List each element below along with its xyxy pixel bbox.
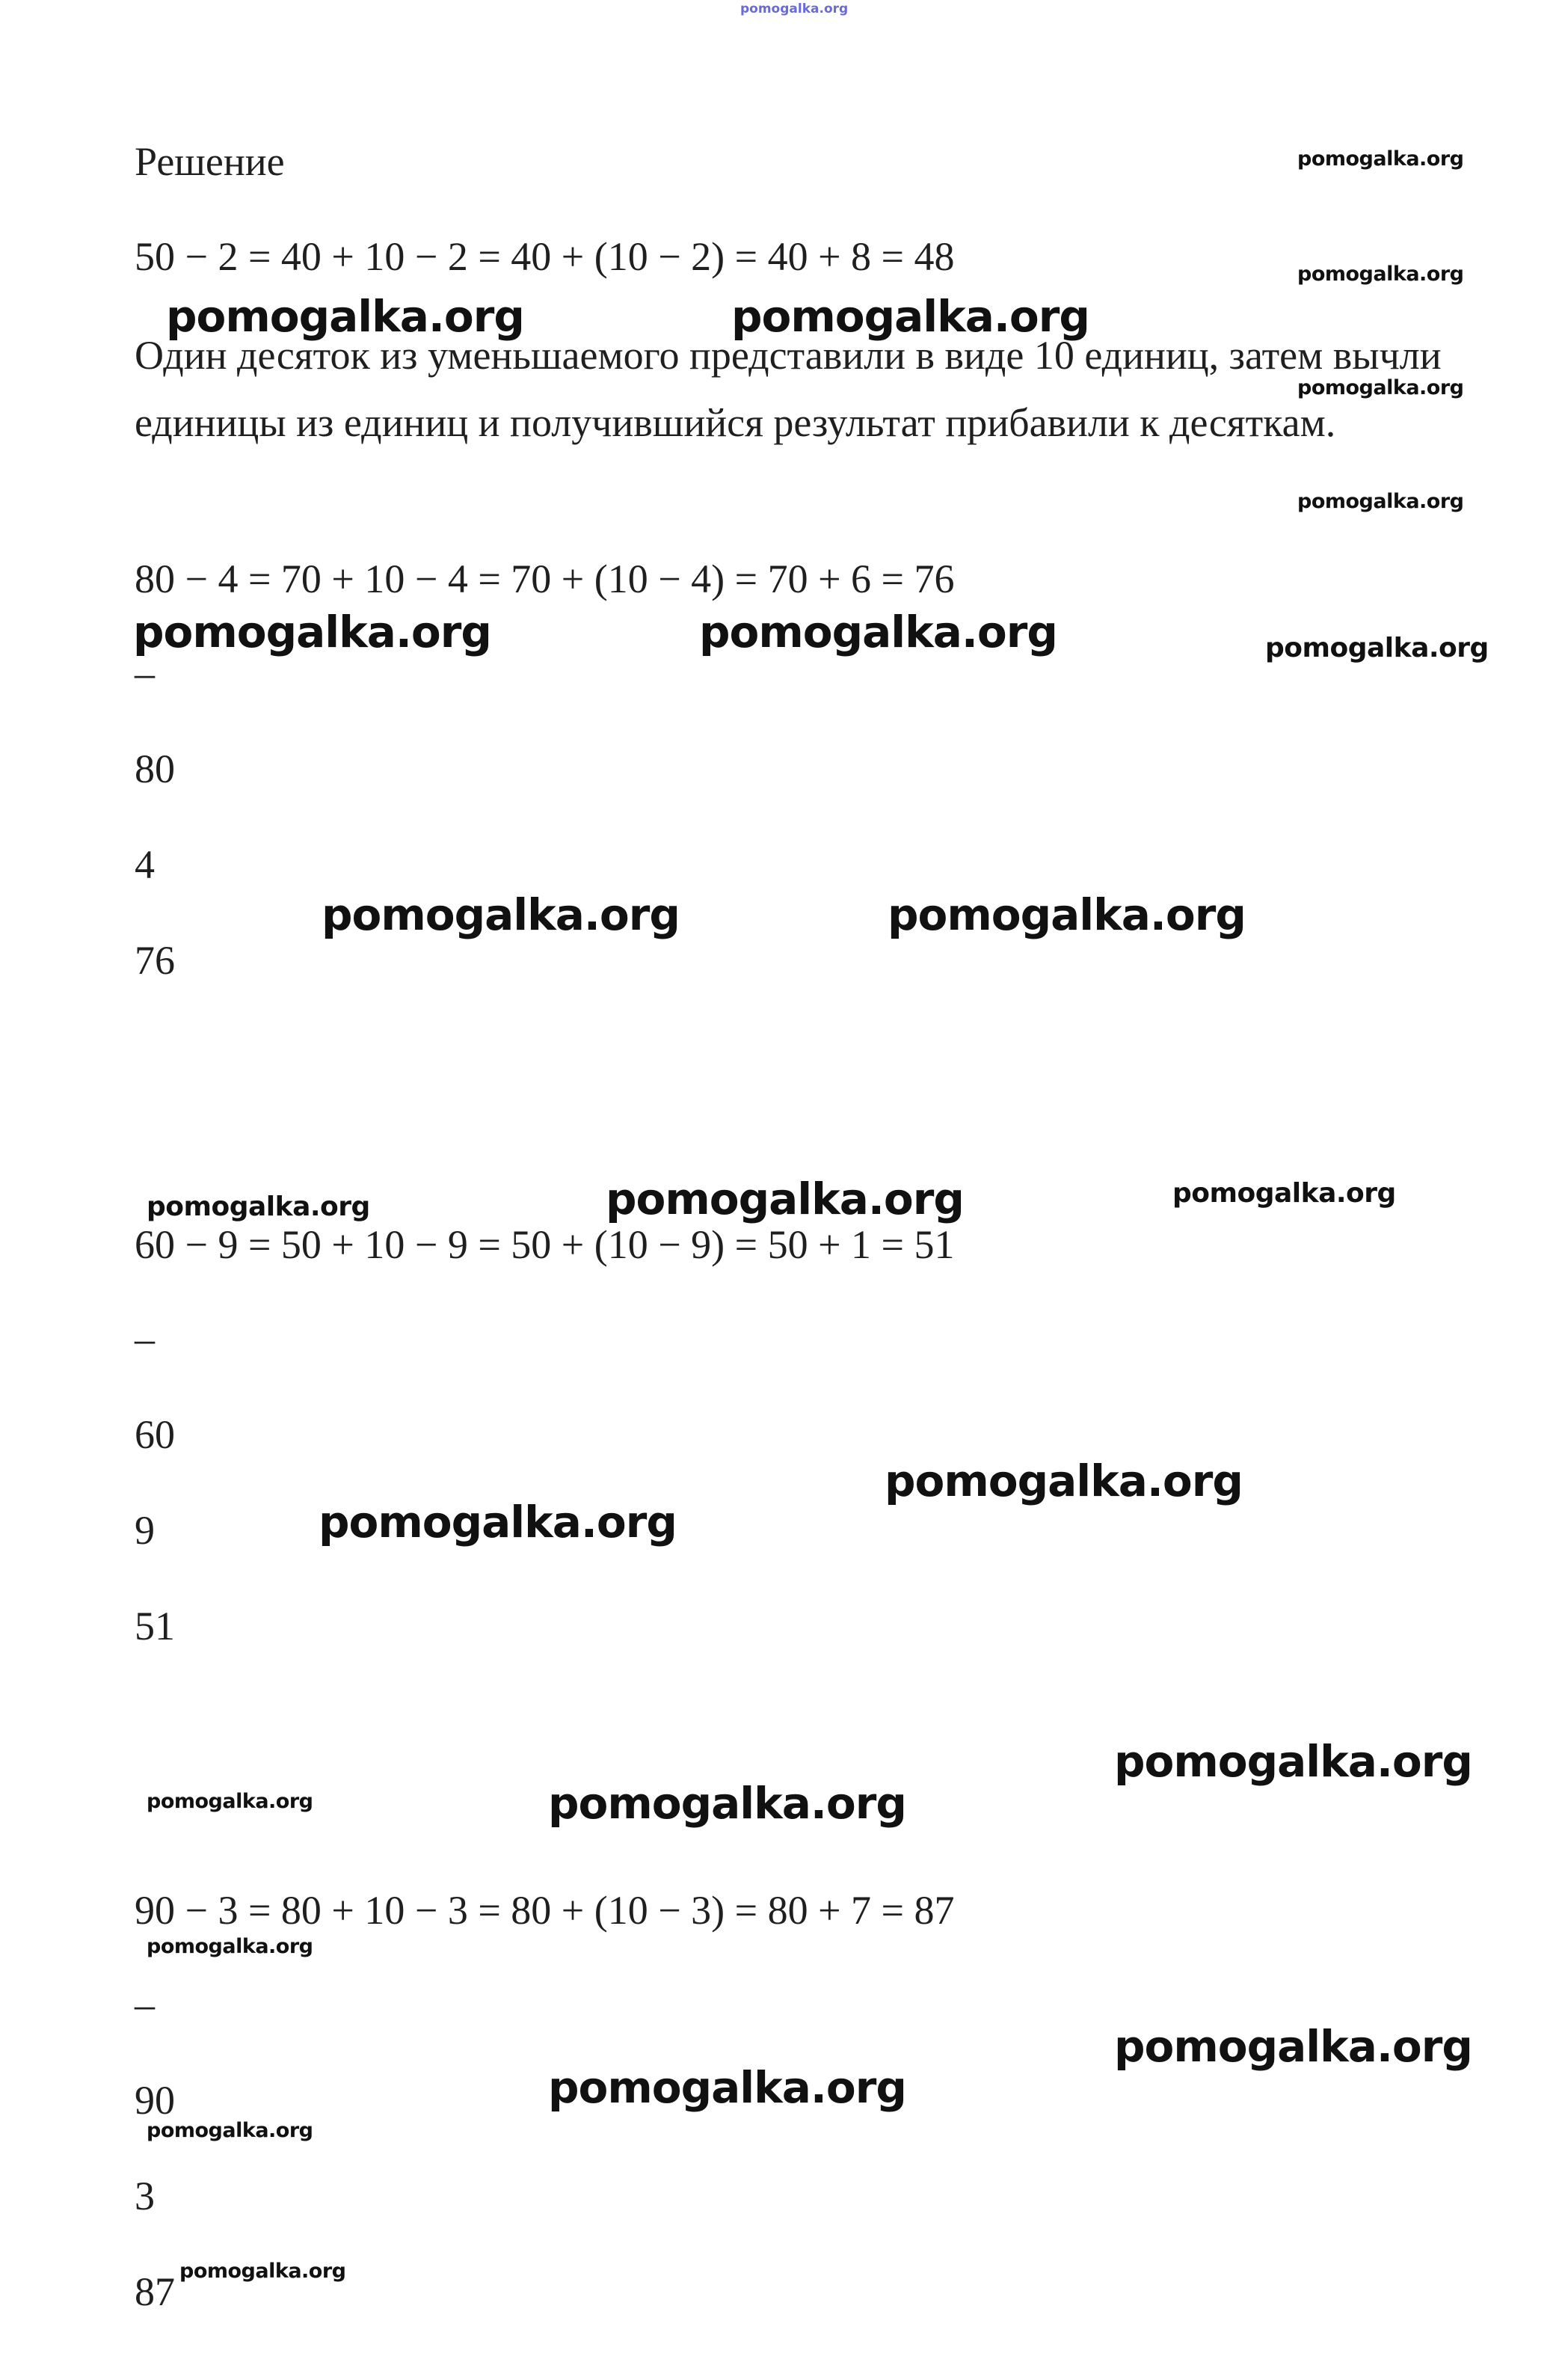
watermark: pomogalka.org bbox=[1297, 490, 1464, 513]
watermark: pomogalka.org bbox=[1172, 1178, 1396, 1209]
example2-column-subtrahend: 4 bbox=[135, 842, 155, 887]
watermark: pomogalka.org bbox=[319, 1497, 677, 1548]
watermark: pomogalka.org bbox=[1297, 147, 1464, 171]
example3-column-subtrahend: 9 bbox=[135, 1508, 155, 1553]
watermark: pomogalka.org bbox=[166, 291, 524, 342]
watermark: pomogalka.org bbox=[1114, 1736, 1472, 1787]
example4-column-subtrahend: 3 bbox=[135, 2174, 155, 2218]
watermark: pomogalka.org bbox=[322, 889, 680, 940]
watermark: pomogalka.org bbox=[1265, 633, 1489, 663]
example3-column-sign: – bbox=[135, 1316, 155, 1361]
example3-column-result: 51 bbox=[135, 1604, 175, 1648]
example3-column-minuend: 60 bbox=[135, 1412, 175, 1457]
example2-column-sign: – bbox=[135, 651, 155, 696]
watermark: pomogalka.org bbox=[731, 291, 1089, 342]
watermark: pomogalka.org bbox=[548, 2062, 906, 2113]
watermark: pomogalka.org bbox=[1114, 2021, 1472, 2072]
watermark: pomogalka.org bbox=[147, 1790, 313, 1813]
top-watermark: pomogalka.org bbox=[740, 1, 849, 16]
watermark: pomogalka.org bbox=[548, 1778, 906, 1829]
watermark: pomogalka.org bbox=[885, 1456, 1243, 1506]
explanation-paragraph: Один десяток из уменьшаемого представили в виде 10 единиц, затем вычли единицы из единиц и получившийся результат прибавили к десяткам. bbox=[135, 333, 1442, 445]
example4-equation: 90 − 3 = 80 + 10 − 3 = 80 + (10 − 3) = 80 + 7 = 87 bbox=[135, 1888, 955, 1933]
watermark: pomogalka.org bbox=[147, 1935, 313, 1958]
example4-column-sign: – bbox=[135, 1982, 155, 2027]
watermark: pomogalka.org bbox=[699, 607, 1057, 657]
watermark: pomogalka.org bbox=[147, 1191, 370, 1222]
example2-equation: 80 − 4 = 70 + 10 − 4 = 70 + (10 − 4) = 70 + 6 = 76 bbox=[135, 556, 955, 601]
watermark: pomogalka.org bbox=[888, 889, 1246, 940]
watermark: pomogalka.org bbox=[1297, 376, 1464, 399]
watermark: pomogalka.org bbox=[606, 1174, 964, 1224]
watermark: pomogalka.org bbox=[147, 2119, 313, 2142]
example3-equation: 60 − 9 = 50 + 10 − 9 = 50 + (10 − 9) = 50 + 1 = 51 bbox=[135, 1222, 955, 1267]
example2-column-result: 76 bbox=[135, 938, 175, 983]
solution-heading: Решение bbox=[135, 139, 285, 184]
example4-column-result: 87 bbox=[135, 2269, 175, 2314]
watermark: pomogalka.org bbox=[179, 2260, 346, 2283]
watermark: pomogalka.org bbox=[133, 607, 491, 657]
example2-column-minuend: 80 bbox=[135, 746, 175, 791]
example1-equation: 50 − 2 = 40 + 10 − 2 = 40 + (10 − 2) = 40 + 8 = 48 bbox=[135, 234, 955, 279]
example4-column-minuend: 90 bbox=[135, 2078, 175, 2123]
watermark: pomogalka.org bbox=[1297, 263, 1464, 286]
